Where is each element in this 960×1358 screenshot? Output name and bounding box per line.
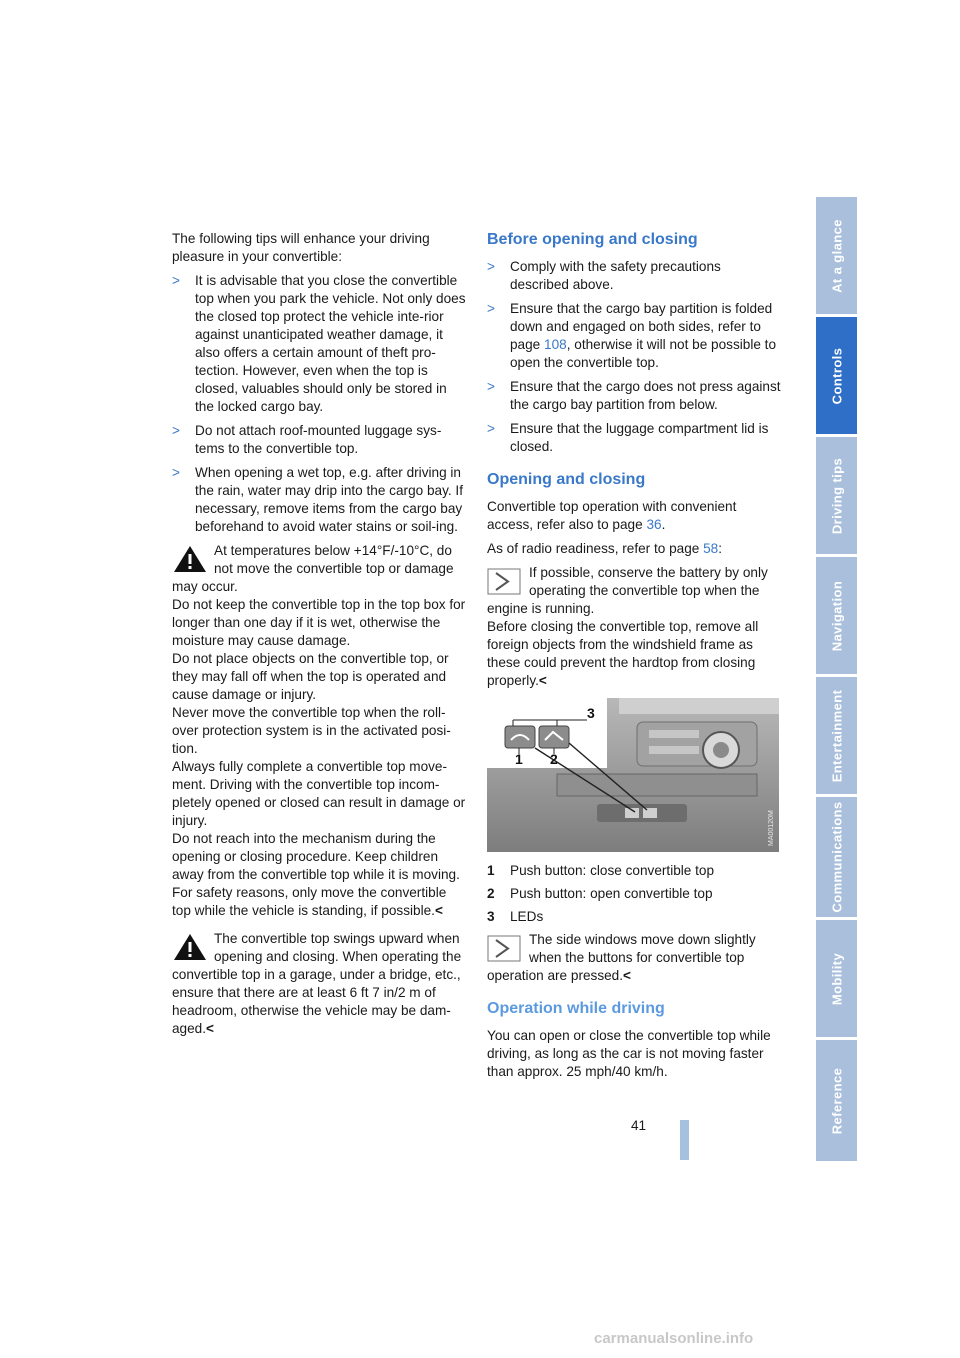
- legend-item: 1 Push button: close convertible top: [487, 863, 715, 878]
- end-mark: <: [206, 1021, 214, 1036]
- console-illustration: [487, 698, 779, 852]
- tip-bullet: > It is advisable that you close the convertible top when you park the vehicle. Not only does the closed top protect the vehicle inte-rior against unanticipated weather damage, it also offers a certain amount of theft pro-tection. However, even when the top is closed, valuables should only be stored in the locked cargo bay.: [172, 273, 466, 414]
- info-note: If possible, conserve the battery by only operating the convertible top when the engine is running. Before closing the convertible top, remove all foreign objects from the windshield frame as these could prevent the hardtop from closing properly.<: [487, 565, 768, 688]
- tab-mobility[interactable]: Mobility: [816, 920, 857, 1037]
- tab-communications[interactable]: Communications: [816, 797, 857, 917]
- tab-reference[interactable]: Reference: [816, 1040, 857, 1161]
- tab-at-a-glance[interactable]: At a glance: [816, 197, 857, 314]
- left-column: [172, 230, 466, 1044]
- end-mark: <: [538, 673, 547, 688]
- paragraph: Convertible top operation with convenient access, refer also to page 36.: [487, 499, 737, 532]
- section-tab-sidebar: [816, 197, 857, 1161]
- paragraph: You can open or close the convertible top while driving, as long as the car is not moving faster than approx. 25 mph/40 km/h.: [487, 1028, 771, 1079]
- page-link[interactable]: 58: [703, 541, 719, 556]
- info-note: The side windows move down slightly when the buttons for convertible top operation are pressed.<: [487, 932, 756, 983]
- page-number-bar: [680, 1120, 689, 1160]
- legend-item: 3 LEDs: [487, 909, 544, 924]
- figure-code: MA00120M: [768, 810, 775, 846]
- callout-2: 2: [550, 751, 558, 767]
- tab-controls[interactable]: Controls: [816, 317, 857, 434]
- right-column: [487, 230, 781, 1087]
- before-bullet: > Ensure that the cargo bay partition is folded down and engaged on both sides, refer to page 108, otherwise it will not be possible to open the convertible top.: [487, 301, 777, 370]
- watermark: carmanualsonline.info: [594, 1330, 754, 1347]
- end-mark: <: [434, 903, 443, 918]
- warning-note: At temperatures below +14°F/-10°C, do not move the convertible top or damage may occur. Do not keep the convertible top in the top box for longer than one day if it is wet, otherwise the moisture may cause damage. Do not place objects on the convertible top, or they may fall off when the top is operated and cause damage or injury. Never move the convertible top when the roll-over protection system is in the activated posi-tion. Always fully complete a convertible top move-ment. Driving with the convertible top incom-pletely opened or closed can result in damage or injury. Do not reach into the mechanism during the opening or closing procedure. Keep children away from the convertible top while it is moving. For safety reasons, only move the convertible top while the vehicle is standing, if possible.<: [172, 543, 466, 918]
- before-bullet: > Comply with the safety precautions described above.: [487, 259, 721, 292]
- warning-triangle-icon: [172, 932, 208, 962]
- section-heading-before: Before opening and closing: [487, 231, 698, 248]
- page-link[interactable]: 108: [544, 337, 567, 352]
- tip-bullet: > When opening a wet top, e.g. after driving in the rain, water may drip into the cargo bay. If necessary, remove items from the cargo bay beforehand to avoid water stains or soil-ing.: [172, 465, 463, 534]
- intro-paragraph: The following tips will enhance your driving pleasure in your convertible:: [172, 231, 430, 264]
- warning-note: The convertible top swings upward when opening and closing. When operating the convertible top in a garage, under a bridge, etc., ensure that there are at least 6 ft 7 in/2 m of headroom, otherwise the vehicle may be dam-aged.<: [172, 931, 462, 1036]
- callout-3: 3: [587, 705, 595, 721]
- tab-driving-tips[interactable]: Driving tips: [816, 437, 857, 554]
- section-heading-opening: Opening and closing: [487, 471, 646, 488]
- before-bullet: > Ensure that the luggage compartment lid is closed.: [487, 421, 769, 454]
- legend-item: 2 Push button: open convertible top: [487, 886, 713, 901]
- before-bullet: > Ensure that the cargo does not press against the cargo bay partition from below.: [487, 379, 781, 412]
- section-heading-driving: Operation while driving: [487, 1000, 665, 1017]
- callout-1: 1: [515, 751, 523, 767]
- tab-entertainment[interactable]: Entertainment: [816, 677, 857, 794]
- warning-triangle-icon: [172, 544, 208, 574]
- convertible-top-buttons-figure: [487, 698, 779, 852]
- note-arrow-icon: [487, 566, 523, 596]
- end-mark: <: [623, 968, 631, 983]
- note-arrow-icon: [487, 933, 523, 963]
- page-number: 41: [631, 1118, 647, 1133]
- paragraph: As of radio readiness, refer to page 58:: [487, 541, 723, 556]
- tab-navigation[interactable]: Navigation: [816, 557, 857, 674]
- page-link[interactable]: 36: [646, 517, 662, 532]
- tip-bullet: > Do not attach roof-mounted luggage sys-tems to the convertible top.: [172, 423, 442, 456]
